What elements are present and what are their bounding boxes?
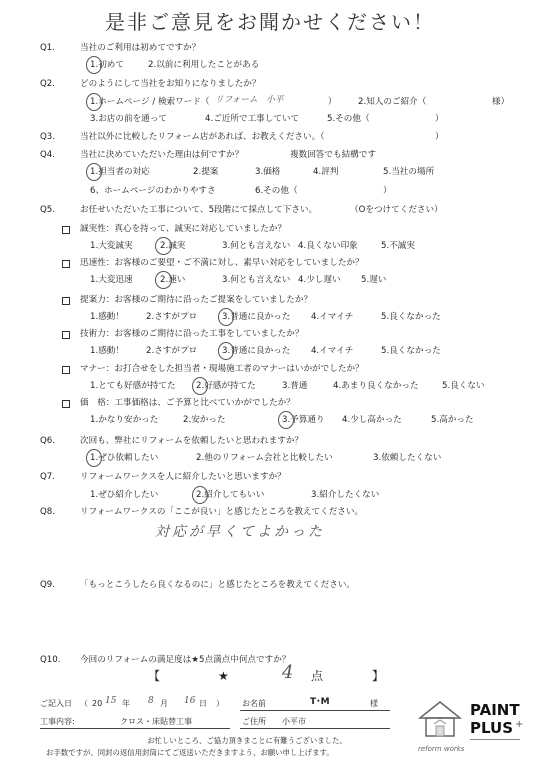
q5-option[interactable]: 2.さすがプロ: [146, 312, 198, 322]
q5-option[interactable]: 5.高かった: [431, 415, 474, 425]
q5-item-label: 迅速性：お客様のご要望・ご不満に対し、素早い対応をしていましたか？: [80, 258, 364, 268]
q7-number: Q7.: [40, 472, 55, 482]
star-icon: ★: [218, 669, 229, 683]
q5-option[interactable]: 4.イマイチ: [311, 312, 354, 322]
q5-option[interactable]: 3.普通に良かった: [222, 312, 291, 322]
q6-option[interactable]: 1.ぜひ依頼したい: [90, 453, 159, 463]
q8-number: Q8.: [40, 507, 55, 517]
q7-option[interactable]: 2.紹介してもいい: [196, 490, 265, 500]
q5-option[interactable]: 1.感動！: [90, 312, 124, 322]
q6-option[interactable]: 2.他のリフォーム会社と比較したい: [196, 453, 333, 463]
q10-bracket-close: 】: [372, 669, 385, 683]
q5-option[interactable]: 5.遅い: [361, 275, 387, 285]
q5-option[interactable]: 4.良くない印象: [298, 241, 358, 251]
q5-option[interactable]: 1.かなり安かった: [90, 415, 159, 425]
page-title: 是非ご意見をお聞かせください！: [105, 10, 435, 34]
brand-underline: [470, 739, 520, 740]
q6-number: Q6.: [40, 436, 55, 446]
answer-circle: [218, 308, 234, 326]
work-label: 工事内容:: [40, 717, 75, 726]
checkbox[interactable]: [62, 260, 70, 268]
q5-option[interactable]: 1.とても好感が持てた: [90, 381, 176, 391]
q9-number: Q9.: [40, 580, 55, 590]
checkbox[interactable]: [62, 226, 70, 234]
month-handwritten: 8: [148, 696, 154, 706]
q5-item-label: マナー：お打合せをした担当者・現場施工者のマナーはいかがでしたか？: [80, 364, 364, 374]
q7-text: リフォームワークスを人に紹介したいと思いますか？: [80, 472, 286, 482]
day-label: 日: [199, 699, 207, 708]
q5-item-label: 技術力：お客様のご期待に沿った工事をしていましたか？: [80, 329, 304, 339]
q10-bracket-open: 【: [148, 669, 161, 683]
answer-circle: [278, 411, 294, 429]
q5-option[interactable]: 2.誠実: [160, 241, 186, 251]
q4-option[interactable]: 6、ホームページのわかりやすさ: [90, 186, 216, 196]
checkbox[interactable]: [62, 331, 70, 339]
q5-option[interactable]: 3.何とも言えない: [222, 275, 291, 285]
q5-option[interactable]: 4.少し高かった: [342, 415, 402, 425]
q5-number: Q5.: [40, 205, 55, 215]
date-close: ）: [216, 699, 224, 708]
q5-text: お任せいただいた工事について、5段階にて採点して下さい。: [80, 205, 318, 215]
q2-option-1[interactable]: 1.ホームページ / 検索ワード（: [90, 97, 210, 107]
q1-text: 当社のご利用は初めてですか？: [80, 43, 201, 53]
q1-option-1[interactable]: 1.初めて: [90, 60, 124, 70]
year-handwritten: 15: [105, 696, 117, 706]
answer-circle: [218, 342, 234, 360]
q2-close: ）: [328, 97, 337, 107]
q5-option[interactable]: 2.安かった: [183, 415, 226, 425]
thanks-note: お忙しいところ、ご協力頂きまことに有難うございました。: [147, 736, 347, 745]
q5-item-label: 誠実性：真心を持って、誠実に対応していましたか？: [80, 224, 287, 234]
answer-circle: [192, 377, 208, 395]
answer-circle: [155, 237, 172, 255]
q4-option[interactable]: 4.評判: [313, 167, 339, 177]
q5-item-label: 価 格：工事価格は、ご予算と比べていかがでしたか？: [80, 398, 295, 408]
q1-number: Q1.: [40, 43, 55, 53]
q5-option[interactable]: 5.良くなかった: [381, 346, 441, 356]
q4-option[interactable]: 2.提案: [193, 167, 219, 177]
q5-option[interactable]: 5.良くなかった: [381, 312, 441, 322]
q5-option[interactable]: 2.速い: [160, 275, 186, 285]
reform-works-logo: [414, 696, 466, 748]
q7-option[interactable]: 3.紹介したくない: [311, 490, 380, 500]
answer-circle: [86, 56, 102, 74]
q5-option[interactable]: 3.普通に良かった: [222, 346, 291, 356]
year-prefix: 20: [92, 699, 103, 708]
q2-option-2-close: 様）: [492, 97, 510, 107]
q2-option-2[interactable]: 2.知人のご紹介（: [358, 97, 427, 107]
q5-option[interactable]: 4.少し遅い: [298, 275, 341, 285]
q4-option[interactable]: 3.価格: [255, 167, 281, 177]
q5-option[interactable]: 3.何とも言えない: [222, 241, 291, 251]
q4-option-close: ）: [383, 186, 392, 196]
month-label: 月: [160, 699, 168, 708]
name-value: T･M: [310, 697, 330, 707]
q8-handwritten-answer: 対応が早くてよかった: [155, 524, 325, 540]
q6-text: 次回も、弊社にリフォームを依頼したいと思われますか？: [80, 436, 304, 446]
q5-option[interactable]: 2.さすがプロ: [146, 346, 198, 356]
q5-option[interactable]: 5.不誠実: [381, 241, 415, 251]
q10-unit: 点: [311, 669, 324, 683]
answer-circle: [192, 486, 208, 504]
q10-text: 今回のリフォームの満足度は★5点満点中何点ですか？: [80, 655, 291, 665]
answer-circle: [86, 93, 102, 111]
checkbox[interactable]: [62, 366, 70, 374]
work-value: クロス・床貼替工事: [120, 717, 192, 726]
answer-circle: [86, 163, 102, 181]
q8-text: リフォームワークスの「ここが良い」と感じたところを教えてください。: [80, 507, 364, 517]
address-label: ご住所: [242, 717, 266, 726]
q4-number: Q4.: [40, 150, 55, 160]
q5-option[interactable]: 3.普通: [282, 381, 308, 391]
q4-option[interactable]: 1.担当者の対応: [90, 167, 150, 177]
answer-circle: [86, 449, 102, 467]
q7-option[interactable]: 1.ぜひ紹介したい: [90, 490, 159, 500]
q6-option[interactable]: 3.依頼したくない: [373, 453, 442, 463]
answer-circle: [155, 271, 172, 289]
q9-text: 「もっとこうしたら良くなるのに」と感じたところを教えてください。: [80, 580, 356, 590]
q4-note: 複数回答でも結構です: [290, 150, 376, 160]
q4-text: 当社に決めていただいた理由は何ですか？: [80, 150, 244, 160]
year-label: 年: [122, 699, 130, 708]
q4-option[interactable]: 6.その他（: [255, 186, 298, 196]
q5-option[interactable]: 1.感動！: [90, 346, 124, 356]
q5-option[interactable]: 5.良くない: [442, 381, 485, 391]
q3-number: Q3.: [40, 132, 55, 142]
q2-option-4[interactable]: 4.ご近所で工事していて: [205, 114, 300, 124]
name-suffix: 様: [370, 699, 378, 708]
q3-close: ）: [435, 132, 444, 142]
return-note: お手数ですが、同封の返信用封筒にてご返送いただきますよう、お願い申し上げます。: [46, 748, 334, 757]
checkbox[interactable]: [62, 297, 70, 305]
q10-score: 4: [282, 662, 294, 683]
address-value: 小平市: [282, 717, 306, 726]
q5-option[interactable]: 2.好感が持てた: [196, 381, 256, 391]
q1-option-2[interactable]: 2.以前に利用したことがある: [148, 60, 260, 70]
plus-icon: +: [515, 719, 524, 730]
q5-option[interactable]: 1.大変誠実: [90, 241, 133, 251]
q2-handwritten: リフォーム 小平: [215, 95, 284, 105]
q2-option-3[interactable]: 3.お店の前を通って: [90, 114, 167, 124]
brand-paint: PAINT: [470, 701, 520, 719]
q5-option[interactable]: 3.予算通り: [282, 415, 325, 425]
q3-text: 当社以外に比較したリフォーム店があれば、お教えください。（: [80, 132, 325, 142]
q10-number: Q10.: [40, 655, 61, 665]
q5-item-label: 提案力：お客様のご期待に沿ったご提案をしていましたか？: [80, 295, 313, 305]
reform-works-text: reform works: [418, 745, 465, 753]
q4-option[interactable]: 5.当社の場所: [383, 167, 435, 177]
day-handwritten: 16: [184, 696, 196, 706]
q5-option[interactable]: 1.大変迅速: [90, 275, 133, 285]
name-label: お名前: [242, 699, 266, 708]
q2-option-5-close: ）: [435, 114, 444, 124]
address-underline: [240, 728, 390, 729]
work-underline: [40, 728, 230, 729]
q2-text: どのようにして当社をお知りになりましたか？: [80, 79, 261, 89]
date-label: ご記入日: [40, 699, 72, 708]
q2-number: Q2.: [40, 79, 55, 89]
q5-note: （Oをつけてください）: [350, 205, 443, 215]
q5-option[interactable]: 4.あまり良くなかった: [333, 381, 419, 391]
brand-plus: PLUS: [470, 719, 514, 737]
checkbox[interactable]: [62, 400, 70, 408]
q2-option-5[interactable]: 5.その他（: [327, 114, 370, 124]
date-open: （: [80, 699, 88, 708]
q5-option[interactable]: 4.イマイチ: [311, 346, 354, 356]
name-underline: [240, 710, 390, 711]
